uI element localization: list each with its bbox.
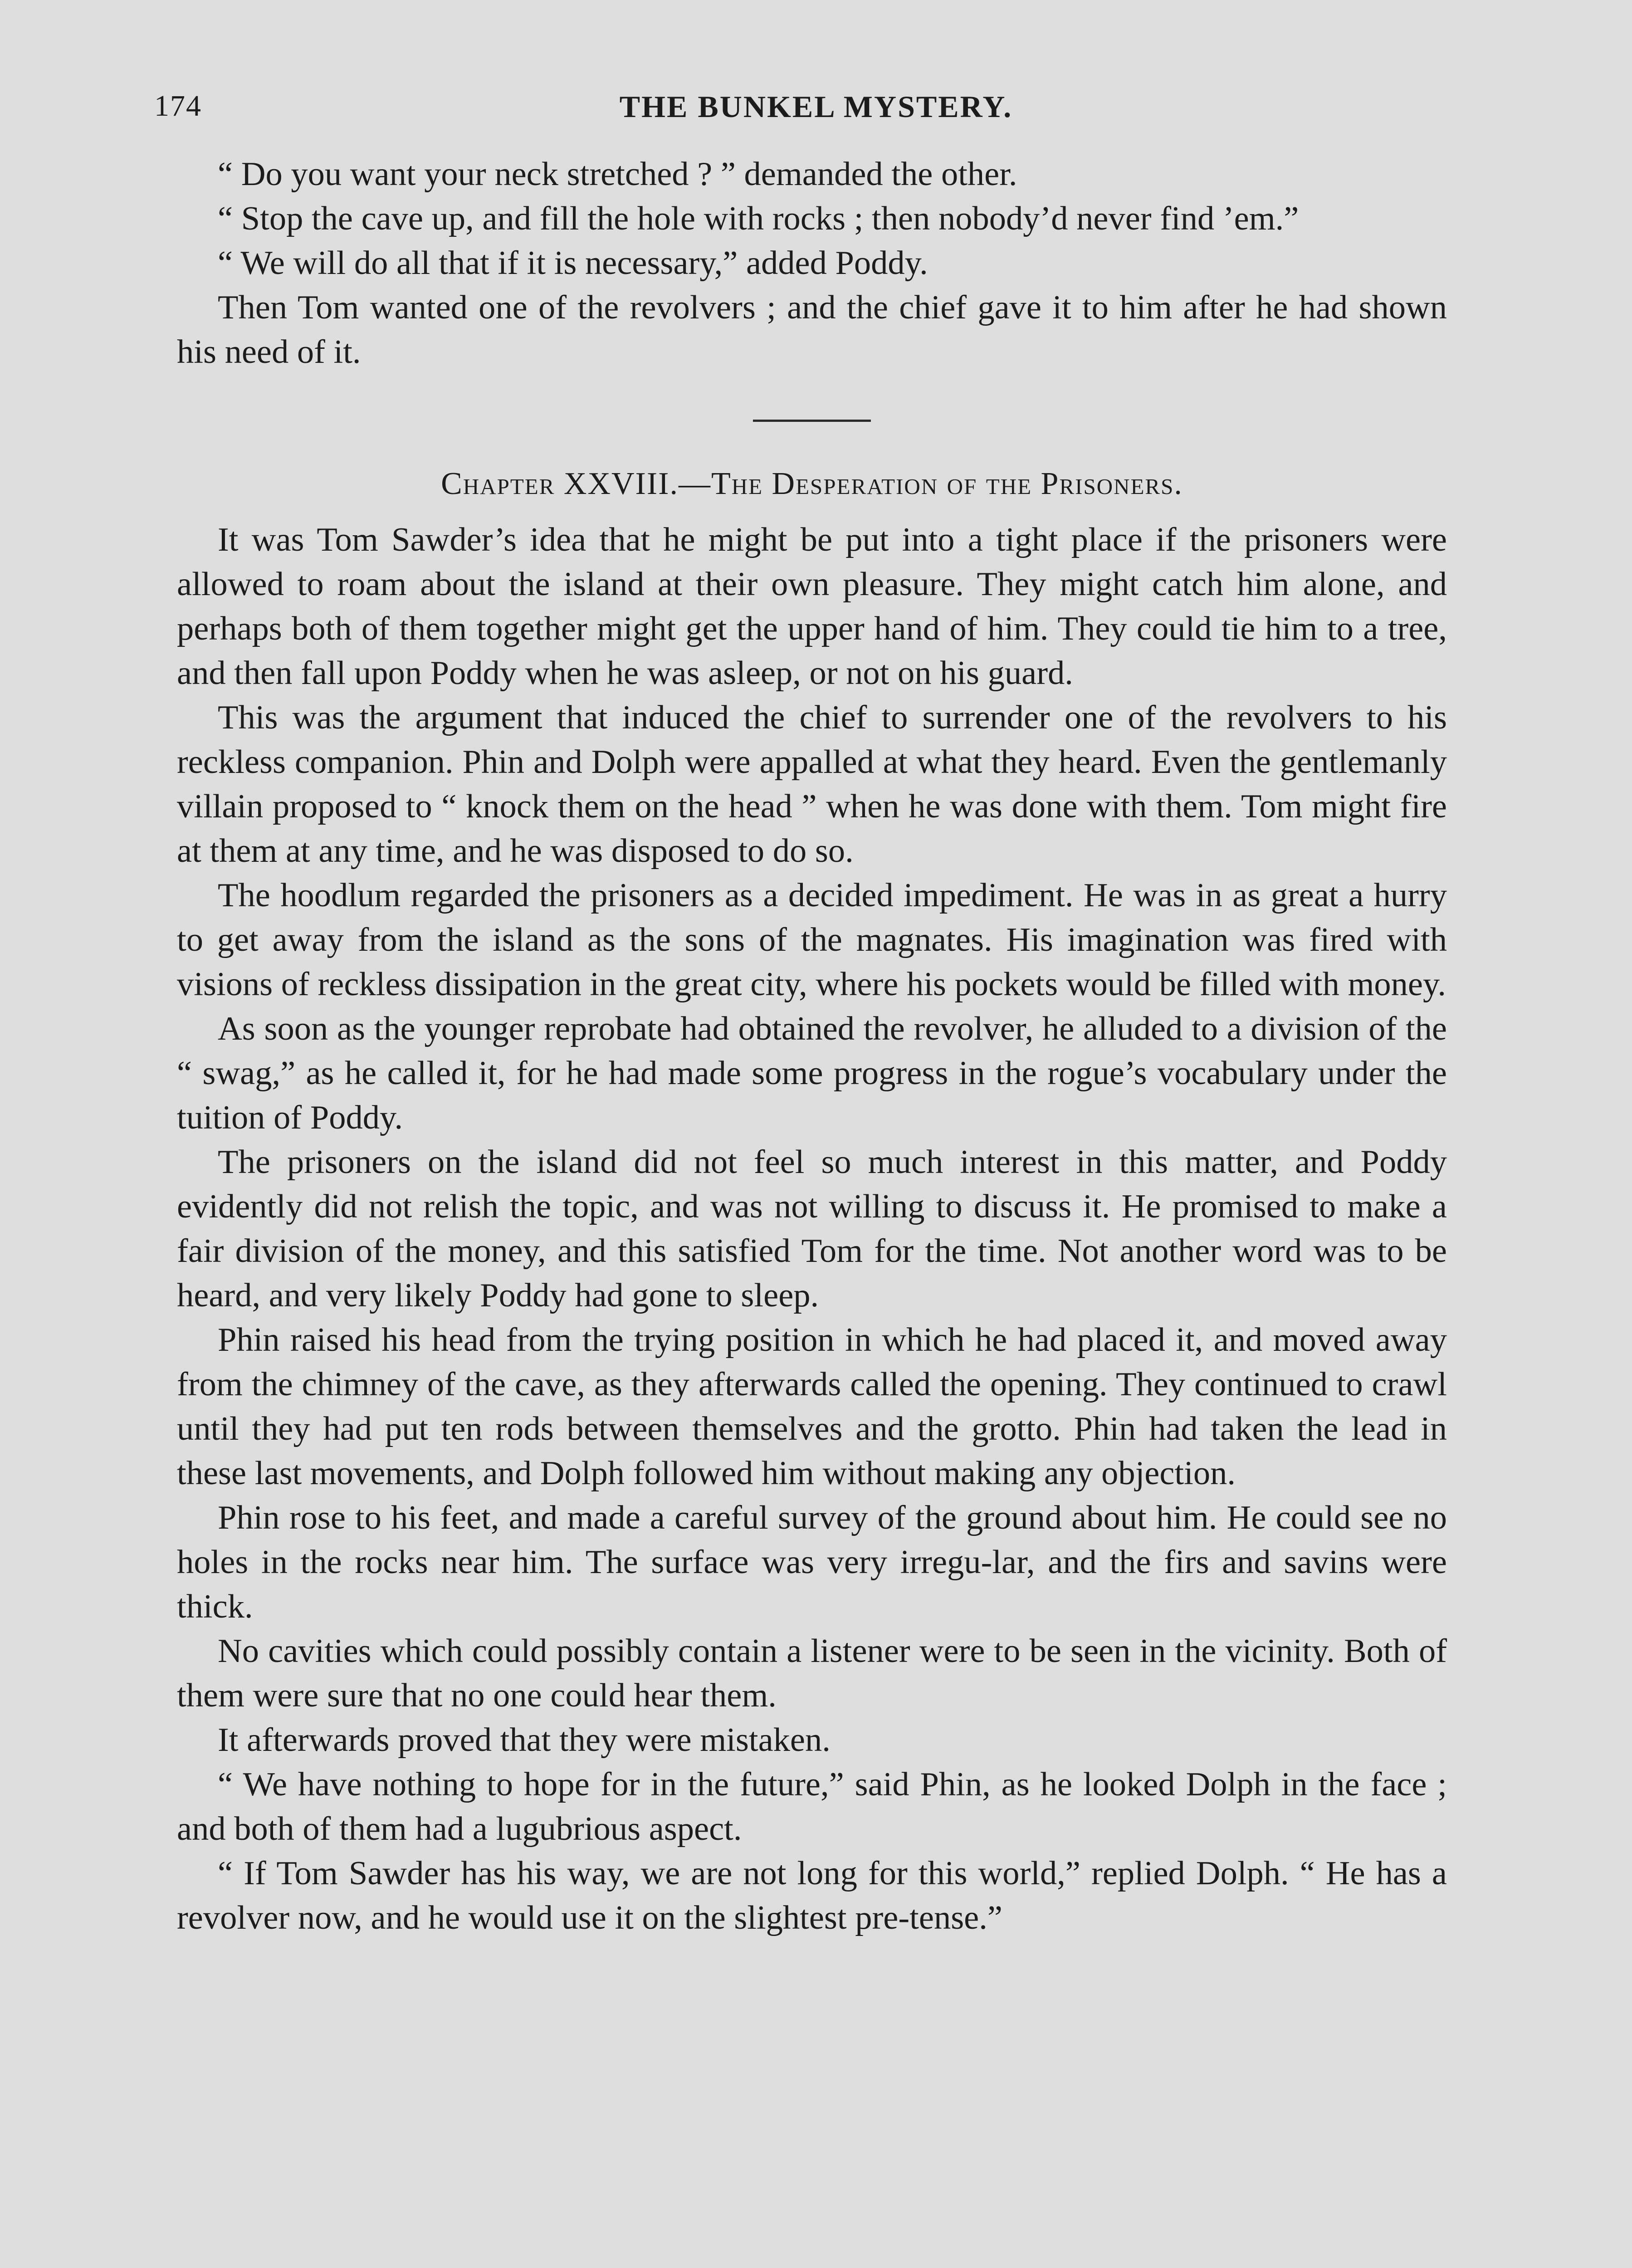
paragraph: “ We will do all that if it is necessary,” added Poddy. — [218, 244, 928, 282]
running-title: THE BUNKEL MYSTERY. — [619, 89, 1013, 124]
paragraph: “ Stop the cave up, and fill the hole with rocks ; then nobody’d never find ’em.” — [218, 200, 1299, 237]
paragraph: “ We have nothing to hope for in the future,” said Phin, as he looked Dolph in the face ; and both of them had a lugubrious aspect. — [177, 1766, 1447, 1848]
paragraph: Phin rose to his feet, and made a careful survey of the ground about him. He could see no holes in the rocks near him. The surface was very irregu-lar, and the firs and savins were thick. — [177, 1499, 1447, 1625]
paragraph: As soon as the younger reprobate had obtained the revolver, he alluded to a division of the “ swag,” as he called it, for he had made some progress in the rogue’s vocabulary under the tuition of Poddy. — [177, 1010, 1447, 1136]
paragraph: “ Do you want your neck stretched ? ” demanded the other. — [218, 156, 1017, 193]
paragraph: Phin raised his head from the trying position in which he had placed it, and moved away from the chimney of the cave, as they afterwards called the opening. They continued to crawl until they had put ten rods between themselves and the grotto. Phin had taken the lead in these last movements, and Dolph followed him without making any objection. — [177, 1321, 1447, 1492]
chapter-heading-text: Chapter XXVIII.—The Desperation of the Prisoners. — [441, 466, 1183, 501]
paragraph: No cavities which could possibly contain a listener were to be seen in the vicinity. Both of them were sure that no one could hear them. — [177, 1633, 1447, 1714]
paragraph: It was Tom Sawder’s idea that he might be put into a tight place if the prisoners were allowed to roam about the island at their own pleasure. They might catch him alone, and perhaps both of them together might get the upper hand of him. They could tie him to a tree, and then fall upon Poddy when he was asleep, or not on his guard. — [177, 521, 1447, 692]
paragraph: It afterwards proved that they were mistaken. — [218, 1721, 831, 1759]
paragraph: This was the argument that induced the chief to surrender one of the revolvers to his reckless companion. Phin and Dolph were appalled at what they heard. Even the gentlemanly villain proposed to “ knock them on the head ” when he was done with them. Tom might fire at them at any time, and he was disposed to do so. — [177, 699, 1447, 870]
paragraph: The hoodlum regarded the prisoners as a decided impediment. He was in as great a hurry to get away from the island as the sons of the magnates. His imagination was fired with visions of reckless dissipation in the great city, where his pockets would be filled with money. — [177, 877, 1447, 1003]
paragraph: The prisoners on the island did not feel so much interest in this matter, and Poddy evidently did not relish the topic, and was not willing to discuss it. He promised to make a fair division of the money, and this satisfied Tom for the time. Not another word was to be heard, and very likely Poddy had gone to sleep. — [177, 1144, 1447, 1314]
paragraph: “ If Tom Sawder has his way, we are not long for this world,” replied Dolph. “ He has a revolver now, and he would use it on the slightest pre-tense.” — [177, 1855, 1447, 1936]
text-block — [177, 152, 1447, 1940]
paragraph: Then Tom wanted one of the revolvers ; and the chief gave it to him after he had shown his need of it. — [177, 289, 1447, 371]
chapter-heading — [177, 462, 1447, 507]
section-divider — [753, 420, 871, 422]
page-number: 174 — [154, 89, 202, 122]
